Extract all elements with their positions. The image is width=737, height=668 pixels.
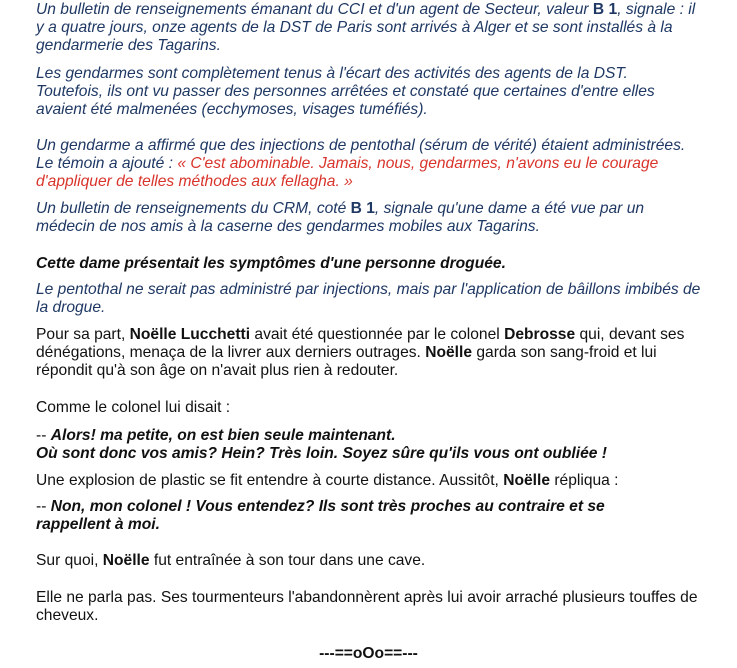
paragraph-gendarmes-isolated: Les gendarmes sont complètement tenus à l'écart des activités des agents de la DST. Toutefois, ils ont vu passer des personnes arrêtées et constaté que certaines d'entre elles avaient été malmenées (ecchymoses, visages tuméfiés). [36,65,655,118]
paragraph-intelligence-bulletin-2: Un bulletin de renseignements du CRM, coté B 1, signale qu'une dame a été vue par un médecin de nos amis à la caserne des gendarmes mobiles aux Tagarins. [36,200,645,235]
paragraph-colonel-said: Comme le colonel lui disait : [36,399,231,416]
paragraph-colonel-dialogue: -- Alors! ma petite, on est bien seule maintenant. Où sont donc vos amis? Hein? Très loin. Soyez sûre qu'ils vous ont oubliée ! [36,427,607,462]
paragraph-lucchetti-questioned: Pour sa part, Noëlle Lucchetti avait été questionnée par le colonel Debrosse qui, devant ses dénégations, menaça de la livrer aux derniers outrages. Noëlle garda son sang-froid et lui répondit qu'à son âge on n'avait plus rien à redouter. [36,326,685,379]
rating-label: B 1 [350,200,375,217]
paragraph-explosion: Une explosion de plastic se fit entendre à courte distance. Aussitôt, Noëlle répliqua : [36,472,619,489]
paragraph-hair-torn: Elle ne parla pas. Ses tourmenteurs l'abandonnèrent après lui avoir arraché plusieurs touffes de cheveux. [36,589,698,624]
paragraph-pentothal-testimony: Un gendarme a affirmé que des injections de pentothal (sérum de vérité) étaient administrées. Le témoin a ajouté : « C'est abominable. Jamais, nous, gendarmes, n'avons eu le courage d'appliquer de telles méthodes aux fellagha. » [36,137,686,190]
person-name: Debrosse [504,326,576,343]
paragraph-drugged-symptoms: Cette dame présentait les symptômes d'une personne droguée. [36,255,506,272]
paragraph-noelle-reply: -- Non, mon colonel ! Vous entendez? Ils sont très proches au contraire et se rappellent à moi. [36,498,605,533]
person-name: Noëlle [425,344,473,361]
rating-label: B 1 [592,1,618,18]
paragraph-intelligence-bulletin-1: Un bulletin de renseignements émanant du CCI et d'un agent de Secteur, valeur B 1, signale : il y a quatre jours, onze agents de la DST de Paris sont arrivés à Alger et se sont installés à la gendarmerie des Tagarins. [36,1,696,54]
section-separator: ---==oOo==--- [319,645,418,662]
witness-quote: « C'est abominable. Jamais, nous, gendarmes, n'avons eu le courage d'appliquer de telles méthodes aux fellagha. » [36,155,659,190]
paragraph-pentothal-method: Le pentothal ne serait pas administré par injections, mais par l'application de bâillons imbibés de la drogue. [36,281,701,316]
person-name: Noëlle Lucchetti [129,326,251,343]
person-name: Noëlle [503,472,551,489]
paragraph-taken-to-cellar: Sur quoi, Noëlle fut entraînée à son tour dans une cave. [36,552,426,569]
person-name: Noëlle [102,552,150,569]
